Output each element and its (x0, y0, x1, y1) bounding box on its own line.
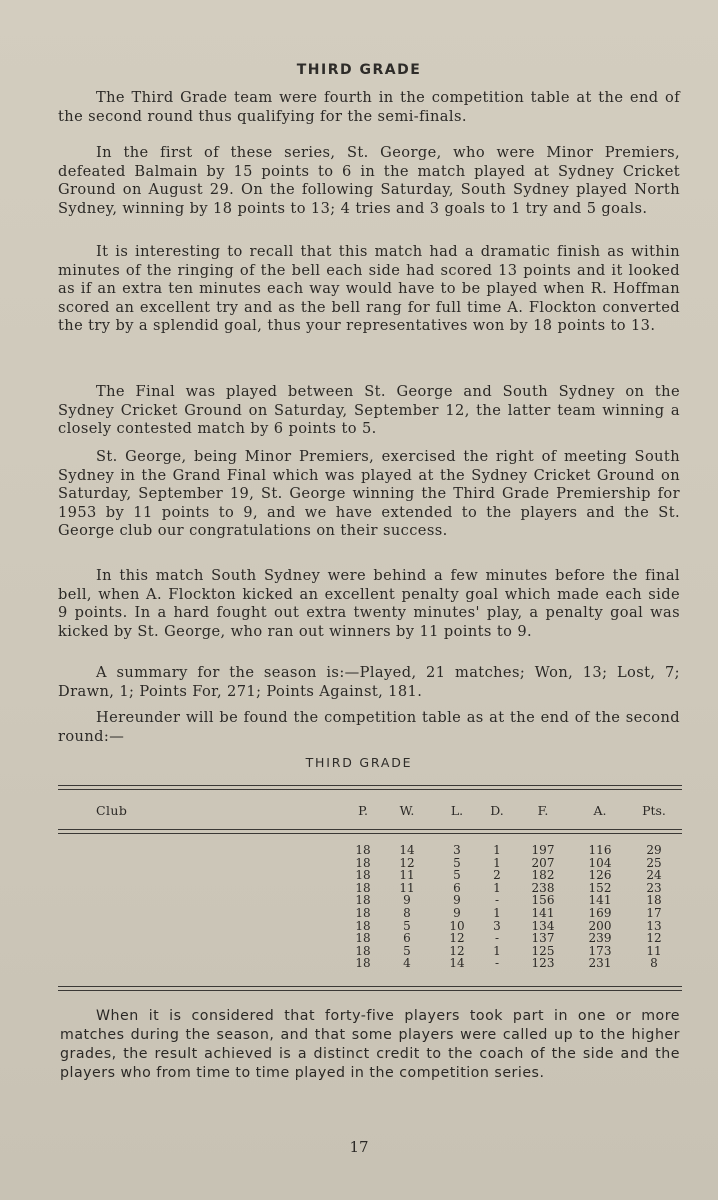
cell-for: 238 (531, 880, 555, 895)
paragraph-6: In this match South Sydney were behind a few minutes before the final bell, when A. Flockton kicked an excellent penalty goal which made each side 9 points. In a hard fought out extra twenty minutes' play, a penalty goal was kicked by St. George, who ran out winners by 11 points to 9. (58, 567, 680, 640)
cell-against: 169 (588, 905, 612, 920)
cell-lost: 5 (453, 855, 461, 870)
cell-lost: 9 (453, 905, 461, 920)
cell-against: 126 (588, 868, 612, 883)
cell-drawn: - (494, 931, 500, 946)
paragraph-2: In the first of these series, St. George, who were Minor Premiers, defeated Balmain by 15 points to 6 in the match played at Sydney Cricket Ground on August 29. On the following Saturday, South Sydney played North Sydney, winning by 18 points to 13; 4 tries and 3 goals to 1 try and 5 goals. (58, 144, 680, 217)
header-lost: L. (450, 803, 464, 818)
cell-for: 182 (531, 868, 555, 883)
header-won: W. (399, 803, 415, 818)
cell-played: 18 (355, 893, 371, 908)
cell-lost: 12 (449, 943, 465, 958)
cell-won: 8 (403, 905, 411, 920)
cell-won: 5 (403, 918, 411, 933)
cell-played: 18 (355, 905, 371, 920)
table-top-rule (58, 785, 682, 786)
cell-lost: 14 (449, 956, 465, 971)
header-drawn: D. (490, 803, 504, 818)
table-body (58, 844, 682, 970)
cell-played: 18 (355, 943, 371, 958)
header-club: Club (96, 803, 128, 818)
cell-lost: 10 (449, 918, 465, 933)
cell-drawn: 1 (493, 855, 501, 870)
table-header-rule (58, 829, 682, 830)
cell-points: 17 (646, 905, 662, 920)
table-title: THIRD GRADE (305, 755, 413, 770)
cell-won: 6 (403, 931, 411, 946)
table-row (58, 869, 682, 882)
season-summary: A summary for the season is:—Played, 21 matches; Won, 13; Lost, 7; Drawn, 1; Points For, 271; Points Against, 181. (58, 664, 680, 700)
cell-played: 18 (355, 868, 371, 883)
cell-for: 137 (531, 931, 555, 946)
cell-points: 12 (646, 931, 662, 946)
paragraph-1: The Third Grade team were fourth in the competition table at the end of the second round thus qualifying for the semi-finals. (58, 89, 680, 125)
cell-drawn: 1 (493, 880, 501, 895)
cell-lost: 9 (453, 893, 461, 908)
cell-points: 25 (646, 855, 662, 870)
cell-for: 197 (531, 843, 555, 857)
cell-won: 5 (403, 943, 411, 958)
table-intro: Hereunder will be found the competition table as at the end of the second round:— (58, 709, 680, 745)
cell-won: 12 (399, 855, 415, 870)
cell-won: 9 (403, 893, 411, 908)
cell-played: 18 (355, 931, 371, 946)
cell-for: 207 (531, 855, 555, 870)
cell-played: 18 (355, 956, 371, 971)
table-top-rule-inner (58, 789, 682, 790)
cell-against: 141 (588, 893, 612, 908)
table-header (58, 803, 682, 821)
paragraph-3: It is interesting to recall that this match had a dramatic finish as within minutes of the ringing of the bell each side had scored 13 points and it looked as if an extra ten minutes each way would have to be played when R. Hoffman scored an excellent try and as the bell rang for full time A. Flockton converted the try by a splendid goal, thus your representatives won by 18 points to 13. (58, 243, 680, 335)
cell-drawn: - (494, 956, 500, 971)
page-number: 17 (349, 1138, 369, 1156)
cell-points: 18 (646, 893, 662, 908)
header-points: Pts. (642, 803, 666, 818)
cell-against: 152 (588, 880, 612, 895)
cell-for: 134 (531, 918, 555, 933)
header-for: F. (537, 803, 549, 818)
cell-won: 14 (399, 843, 415, 857)
cell-drawn: 1 (493, 905, 501, 920)
paragraph-4: The Final was played between St. George and South Sydney on the Sydney Cricket Ground on Saturday, September 12, the latter team winning a closely contested match by 6 points to 5. (58, 383, 680, 438)
cell-drawn: 3 (493, 918, 501, 933)
cell-lost: 12 (449, 931, 465, 946)
cell-points: 8 (650, 956, 658, 971)
cell-points: 13 (646, 918, 662, 933)
cell-lost: 6 (453, 880, 461, 895)
table-bottom-rule-inner (58, 990, 682, 991)
closing-paragraph: When it is considered that forty-five players took part in one or more matches during the season, and that some players were called up to the higher grades, the result achieved is a distinct credit to the coach of the side and the players who from time to time played in the competition series. (60, 1008, 680, 1081)
cell-for: 125 (531, 943, 555, 958)
cell-won: 4 (403, 956, 411, 971)
cell-against: 116 (588, 843, 612, 857)
cell-drawn: - (494, 893, 500, 908)
cell-played: 18 (355, 855, 371, 870)
cell-played: 18 (355, 843, 371, 857)
cell-points: 29 (646, 843, 662, 857)
cell-played: 18 (355, 918, 371, 933)
page-heading: THIRD GRADE (296, 62, 422, 78)
cell-against: 104 (588, 855, 612, 870)
cell-played: 18 (355, 880, 371, 895)
table-header-rule-inner (58, 833, 682, 834)
cell-won: 11 (399, 880, 415, 895)
table-bottom-rule (58, 986, 682, 987)
cell-for: 156 (531, 893, 555, 908)
table-row (58, 844, 682, 857)
cell-lost: 5 (453, 868, 461, 883)
table-row (58, 907, 682, 920)
cell-won: 11 (399, 868, 415, 883)
cell-for: 123 (531, 956, 555, 971)
cell-against: 200 (588, 918, 612, 933)
cell-points: 11 (646, 943, 662, 958)
cell-against: 173 (588, 943, 612, 958)
cell-against: 231 (588, 956, 612, 971)
header-played: P. (358, 803, 368, 818)
cell-points: 24 (646, 868, 662, 883)
cell-lost: 3 (453, 843, 461, 857)
cell-drawn: 2 (493, 868, 501, 883)
table-row (58, 932, 682, 945)
cell-against: 239 (588, 931, 612, 946)
cell-drawn: 1 (493, 843, 501, 857)
cell-for: 141 (531, 905, 555, 920)
table-row (58, 957, 682, 970)
cell-drawn: 1 (493, 943, 501, 958)
paragraph-5: St. George, being Minor Premiers, exercised the right of meeting South Sydney in the Grand Final which was played at the Sydney Cricket Ground on Saturday, September 19, St. George winning the Third Grade Premiership for 1953 by 11 points to 9, and we have extended to the players and the St. George club our congratulations on their success. (58, 448, 680, 540)
cell-points: 23 (646, 880, 662, 895)
header-against: A. (593, 803, 607, 818)
